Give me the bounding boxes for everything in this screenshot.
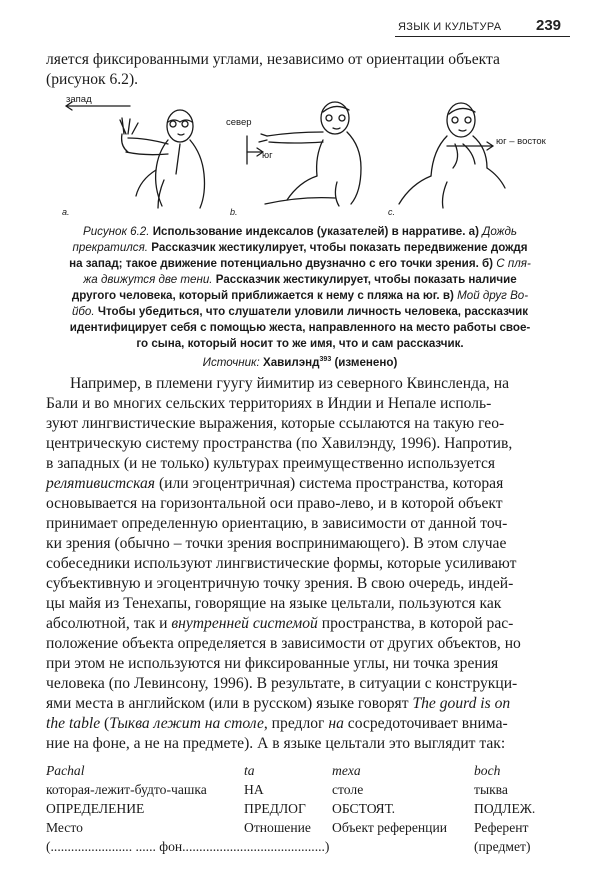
body-line: в западных (и не только) культурах преимущественно используется	[46, 455, 496, 472]
gloss-translation: которая-лежит-будто-чашка	[46, 782, 207, 797]
illustration-panel-c	[385, 100, 545, 212]
english-example: the table	[46, 715, 101, 732]
caption-line-5	[0, 288, 600, 304]
body-text: абсолютной, так и	[46, 615, 172, 632]
gloss-word: mexa	[332, 763, 361, 778]
caption-text: (изменено)	[331, 355, 398, 369]
body-line	[46, 474, 578, 494]
caption-italic: прекратился.	[72, 241, 149, 254]
body-line: зуют лингвистические выражения, которые ссылаются на такую гео-	[46, 415, 505, 432]
caption-line-3	[0, 256, 600, 272]
label-southeast: юг – восток	[496, 136, 546, 147]
footnote-reference: 393	[319, 356, 332, 363]
gloss-category: ПРЕДЛОГ	[244, 801, 306, 816]
body-text: сосредоточивает внима-	[343, 715, 508, 732]
body-line: собеседники используют лингвистические формы, которые усиливают	[46, 555, 517, 572]
gloss-ground-span: (........................ ...... фон..........................................)	[46, 839, 330, 854]
body-line: центрическую систему пространства (по Хавилэнду, 1996). Напротив,	[46, 435, 513, 452]
caption-italic: жа движутся две тени.	[83, 273, 213, 286]
body-text: (	[100, 715, 110, 732]
gloss-word: Pachal	[46, 763, 85, 778]
caption-italic: С пля-	[496, 257, 531, 270]
emphasis: релятивистская	[46, 475, 156, 492]
intro-line-1: ляется фиксированными углами, независимо от ориентации объекта	[46, 51, 500, 68]
running-header-title: ЯЗЫК И КУЛЬТУРА	[398, 21, 502, 33]
gloss-word: boch	[474, 763, 501, 778]
body-line: основывается на горизонтальной оси право-лево, и в которой объект	[46, 495, 503, 512]
caption-text: на запад; такое движение потенциально двузначно с его точки зрения. б)	[69, 257, 497, 270]
caption-line-6	[0, 304, 600, 320]
gloss-translation: НА	[244, 782, 264, 797]
panel-a-letter: a.	[62, 207, 70, 217]
body-line: Например, в племени гуугу йимитир из северного Квинсленда, на	[70, 375, 509, 392]
english-example: The gourd is on	[412, 695, 511, 712]
body-line: ние на фоне, а не на предмете). А в языке цельтали это выглядит так:	[46, 735, 506, 752]
label-north: север	[226, 117, 252, 128]
body-text: (или эгоцентричная) система пространства, которая	[155, 475, 504, 492]
caption-line-1	[0, 224, 600, 240]
body-line	[46, 614, 578, 634]
caption-text: Использование индексалов (указателей) в нарративе. а)	[149, 225, 483, 238]
emphasis: внутренней системой	[171, 615, 318, 632]
body-line: человека (по Левинсону, 1996). В результате, в ситуации с конструкци-	[46, 675, 518, 692]
caption-text: Чтобы убедиться, что слушатели уловили личность человека, рассказчик	[94, 305, 529, 318]
label-south: юг	[262, 150, 273, 161]
body-line: принимает определенную ориентацию, в зависимости от данной точ-	[46, 515, 508, 532]
caption-source-label: Источник:	[202, 355, 260, 369]
emphasis: на	[328, 715, 344, 732]
gloss-word: ta	[244, 763, 255, 778]
body-line: Бали и во многих сельских территориях в Индии и Непале исполь-	[46, 395, 492, 412]
russian-example: Тыква лежит на столе	[109, 715, 264, 732]
body-line	[46, 714, 578, 734]
caption-text: Рассказчик жестикулирует, чтобы показать наличие	[212, 273, 517, 286]
gloss-role: Референт	[474, 820, 529, 835]
body-text: , предлог	[263, 715, 329, 732]
body-line: субъективную и эгоцентричную точку зрения. В свою очередь, индей-	[46, 575, 514, 592]
body-line: при этом не используются ни фиксированные углы, ни точка зрения	[46, 655, 499, 672]
body-line	[46, 694, 578, 714]
label-west: запад	[66, 94, 92, 105]
caption-italic: Мой друг Во-	[457, 289, 529, 302]
page-number: 239	[536, 17, 562, 34]
body-line: цы майя из Тенехапы, говорящие на языке цельтали, пользуются как	[46, 595, 502, 612]
header-rule	[395, 36, 570, 37]
gloss-role: Место	[46, 820, 83, 835]
gloss-role: Отношение	[244, 820, 311, 835]
gloss-translation: столе	[332, 782, 364, 797]
caption-line-8	[0, 336, 600, 352]
gloss-category: ПОДЛЕЖ.	[474, 801, 536, 816]
gloss-translation: тыква	[474, 782, 508, 797]
caption-italic: Дождь	[482, 225, 518, 238]
panel-b-letter: b.	[230, 207, 238, 217]
illustration-panel-a	[60, 104, 220, 214]
gloss-role: Объект референции	[332, 820, 447, 835]
caption-text: Рассказчик жестикулирует, чтобы показать передвижение дождя	[148, 241, 528, 254]
caption-line-2	[0, 240, 600, 256]
gloss-category: ОБСТОЯТ.	[332, 801, 395, 816]
caption-line-4	[0, 272, 600, 288]
gloss-category: ОПРЕДЕЛЕНИЕ	[46, 801, 145, 816]
body-line: ки зрения (обычно – точки зрения воспринимающего). В этом случае	[46, 535, 507, 552]
body-line: положение объекта определяется в зависимости от других объектов, но	[46, 635, 521, 652]
caption-figure-number: Рисунок 6.2.	[82, 225, 150, 238]
caption-source-author: Хавилэнд	[259, 355, 320, 369]
body-text: ями места в английском (или в русском) языке говорят	[46, 695, 413, 712]
panel-c-letter: c.	[388, 207, 396, 217]
caption-text: го сына, который носит то же имя, что и сам рассказчик.	[136, 337, 464, 350]
body-text: пространства, в которой рас-	[317, 615, 514, 632]
caption-text: другого человека, который приближается к нему с пляжа на юг. в)	[71, 289, 458, 302]
gloss-figure-span: (предмет)	[474, 839, 531, 854]
intro-line-2: (рисунок 6.2).	[46, 71, 139, 88]
caption-italic: йбо.	[71, 305, 95, 318]
caption-line-7	[0, 320, 600, 336]
illustration-panel-b	[225, 100, 375, 212]
caption-source	[0, 352, 600, 371]
caption-text: идентифицирует себя с помощью жеста, направленного на место работы свое-	[69, 321, 531, 334]
